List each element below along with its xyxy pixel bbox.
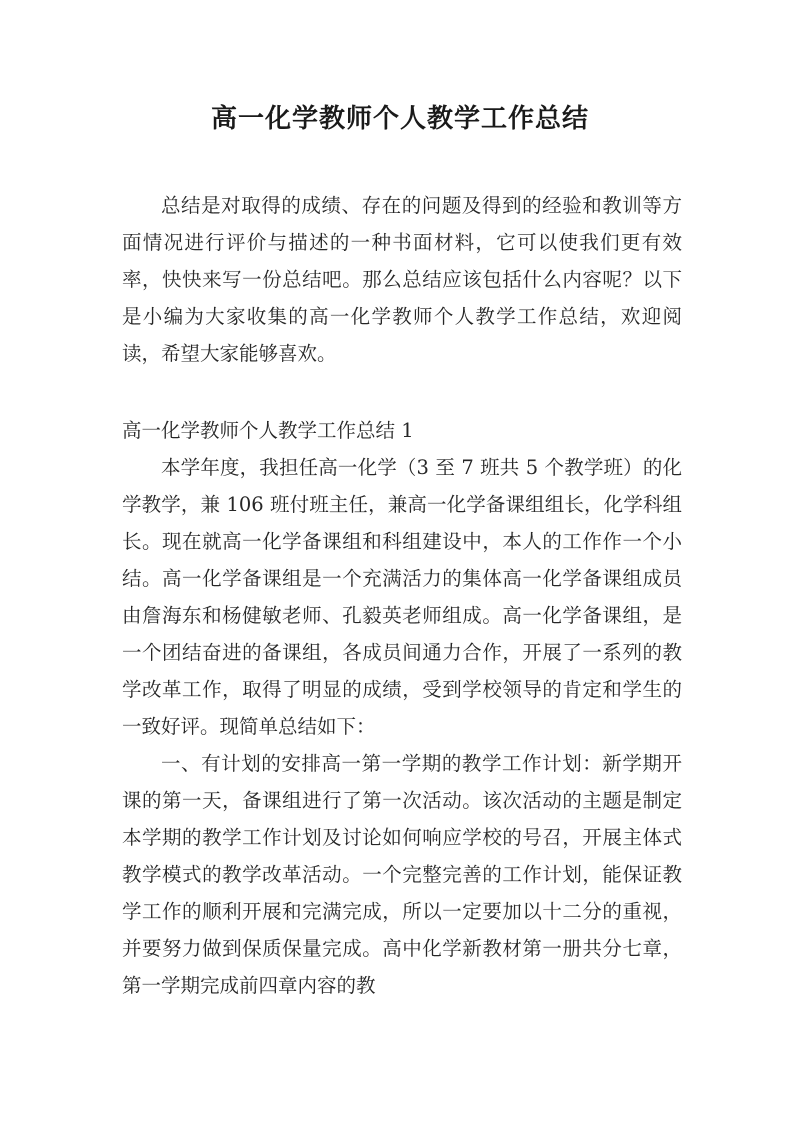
body-paragraph-2: 一、有计划的安排高一第一学期的教学工作计划：新学期开课的第一天，备课组进行了第一次活动。该次活动的主题是制定本学期的教学工作计划及讨论如何响应学校的号召，开展主体式教学模式的教学改革活动。一个完整完善的工作计划，能保证教学工作的顺利开展和完满完成，所以一定要加以十二分的重视，并要努力做到保质保量完成。高中化学新教材第一册共分七章，第一学期完成前四章内容的教 xyxy=(122,752,682,997)
document-title: 高一化学教师个人教学工作总结 xyxy=(210,104,589,134)
body-paragraph-1: 本学年度，我担任高一化学（3 至 7 班共 5 个教学班）的化学教学，兼 106 班付班主任，兼高一化学备课组组长，化学科组长。现在就高一化学备课组和科组建设中，本人的工作作一个小结。高一化学备课组是一个充满活力的集体高一化学备课组成员由詹海东和杨健敏老师、孔毅英老师组成。高一化学备课组，是一个团结奋进的备课组，各成员间通力合作，开展了一系列的教学改革工作，取得了明显的成绩，受到学校领导的肯定和学生的一致好评。现简单总结如下： xyxy=(122,456,682,738)
section-content xyxy=(122,449,682,1004)
intro-section xyxy=(122,187,682,372)
intro-paragraph: 总结是对取得的成绩、存在的问题及得到的经验和教训等方面情况进行评价与描述的一种书面材料，它可以使我们更有效率，快快来写一份总结吧。那么总结应该包括什么内容呢？以下是小编为大家收集的高一化学教师个人教学工作总结，欢迎阅读，希望大家能够喜欢。 xyxy=(122,194,682,365)
section-heading: 高一化学教师个人教学工作总结 1 xyxy=(122,419,414,442)
